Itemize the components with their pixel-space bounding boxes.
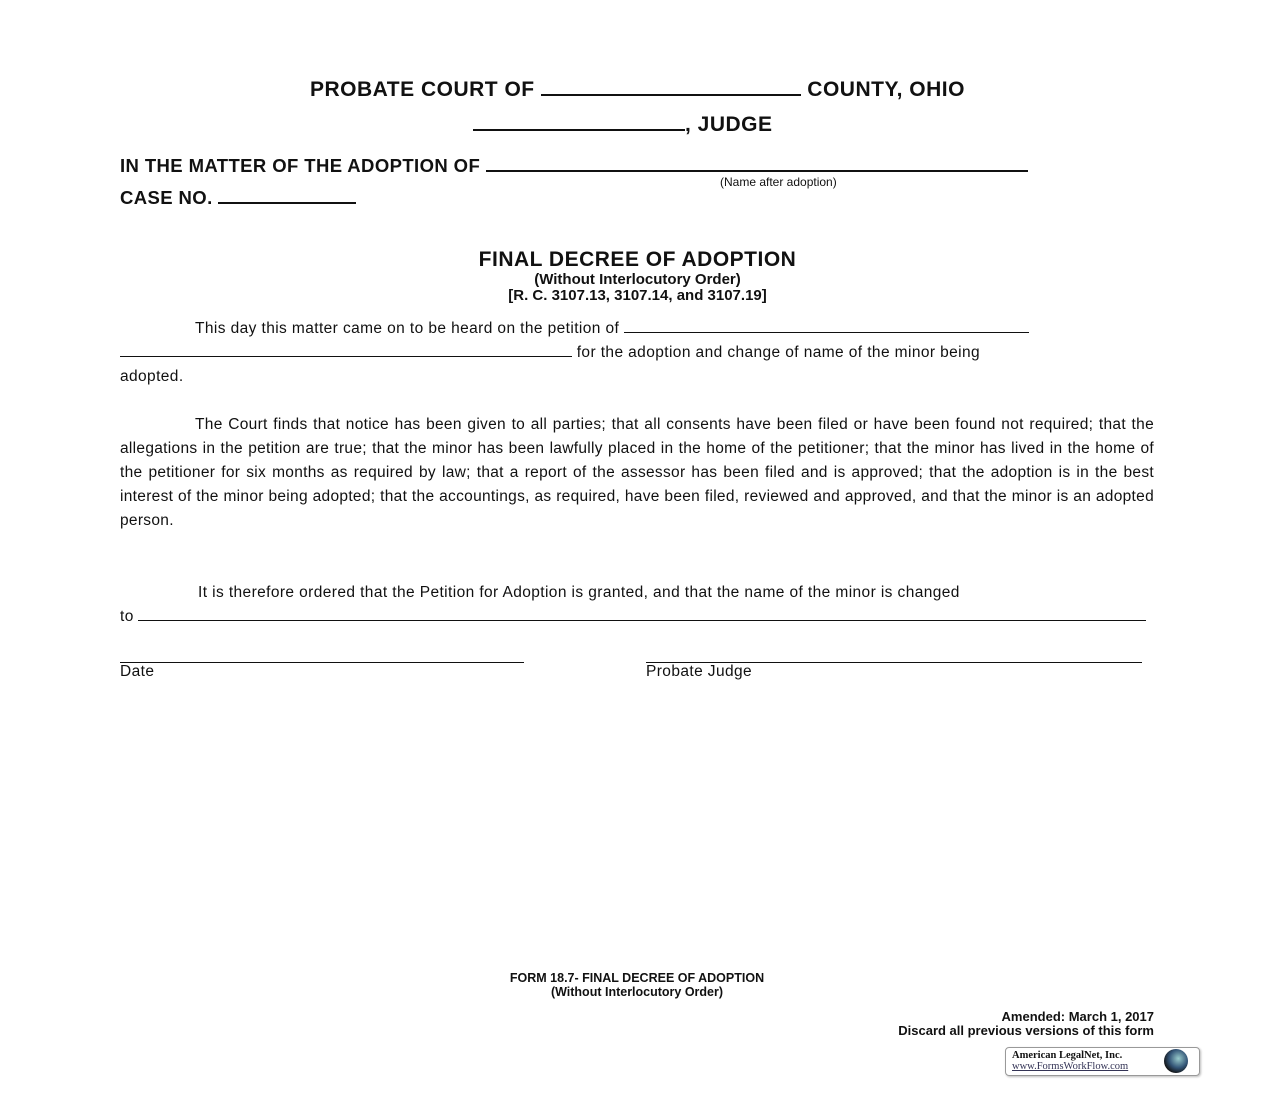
date-signature-line[interactable] [120, 662, 524, 663]
statute-reference: [R. C. 3107.13, 3107.14, and 3107.19] [508, 287, 767, 304]
p1-text-a: This day this matter came on to be heard on the petition of [195, 320, 620, 337]
p1-text-c: adopted. [120, 368, 184, 385]
discard-notice: Discard all previous versions of this form [898, 1023, 1154, 1038]
judge-suffix: , JUDGE [685, 113, 773, 136]
document-subtitle: (Without Interlocutory Order) [534, 271, 741, 288]
new-name-line [120, 608, 1146, 626]
judge-blank[interactable] [473, 128, 685, 131]
p1-line1 [195, 320, 1029, 338]
matter-line [120, 155, 1028, 177]
globe-icon [1164, 1049, 1188, 1073]
order-to: to [120, 608, 134, 625]
petitioner-blank-2[interactable] [120, 355, 572, 357]
court-prefix: PROBATE COURT OF [310, 78, 535, 101]
form-title: FORM 18.7- FINAL DECREE OF ADOPTION [509, 971, 765, 985]
judge-line [473, 113, 773, 137]
form-subtitle: (Without Interlocutory Order) [550, 985, 724, 999]
date-label: Date [120, 663, 155, 680]
case-number-blank[interactable] [218, 201, 356, 204]
amended-date: Amended: March 1, 2017 [1001, 1009, 1154, 1024]
county-blank[interactable] [541, 93, 801, 96]
logo-company: American LegalNet, Inc. [1012, 1050, 1123, 1061]
judge-label: Probate Judge [646, 663, 753, 680]
findings-paragraph: The Court finds that notice has been given to all parties; that all consents have been filed or have been found not required; that the allegations in the petition are true; that the minor has been lawfully placed in the home of the petitioner; that the minor has lived in the home of the petitioner for six months as required by law; that a report of the assessor has been filed and is approved; that the adoption is in the best interest of the minor being adopted; that the accountings, as required, have been filed, reviewed and approved, and that the minor is an adopted person. [120, 416, 1154, 529]
p1-line2 [120, 344, 980, 362]
court-heading [0, 78, 1275, 102]
court-suffix: COUNTY, OHIO [807, 78, 965, 101]
name-caption: (Name after adoption) [720, 175, 837, 189]
legalnet-logo[interactable] [1005, 1047, 1200, 1076]
case-label: CASE NO. [120, 187, 213, 208]
adoptee-name-blank[interactable] [486, 169, 1028, 172]
logo-url[interactable]: www.FormsWorkFlow.com [1012, 1061, 1129, 1072]
order-text: It is therefore ordered that the Petition for Adoption is granted, and that the name of the minor is changed [198, 584, 960, 601]
case-line [120, 187, 356, 209]
petitioner-blank[interactable] [624, 331, 1029, 333]
new-name-blank[interactable] [138, 619, 1146, 621]
p1-text-b: for the adoption and change of name of the minor being [576, 344, 981, 361]
matter-label: IN THE MATTER OF THE ADOPTION OF [120, 155, 481, 176]
document-title: FINAL DECREE OF ADOPTION [478, 248, 797, 271]
